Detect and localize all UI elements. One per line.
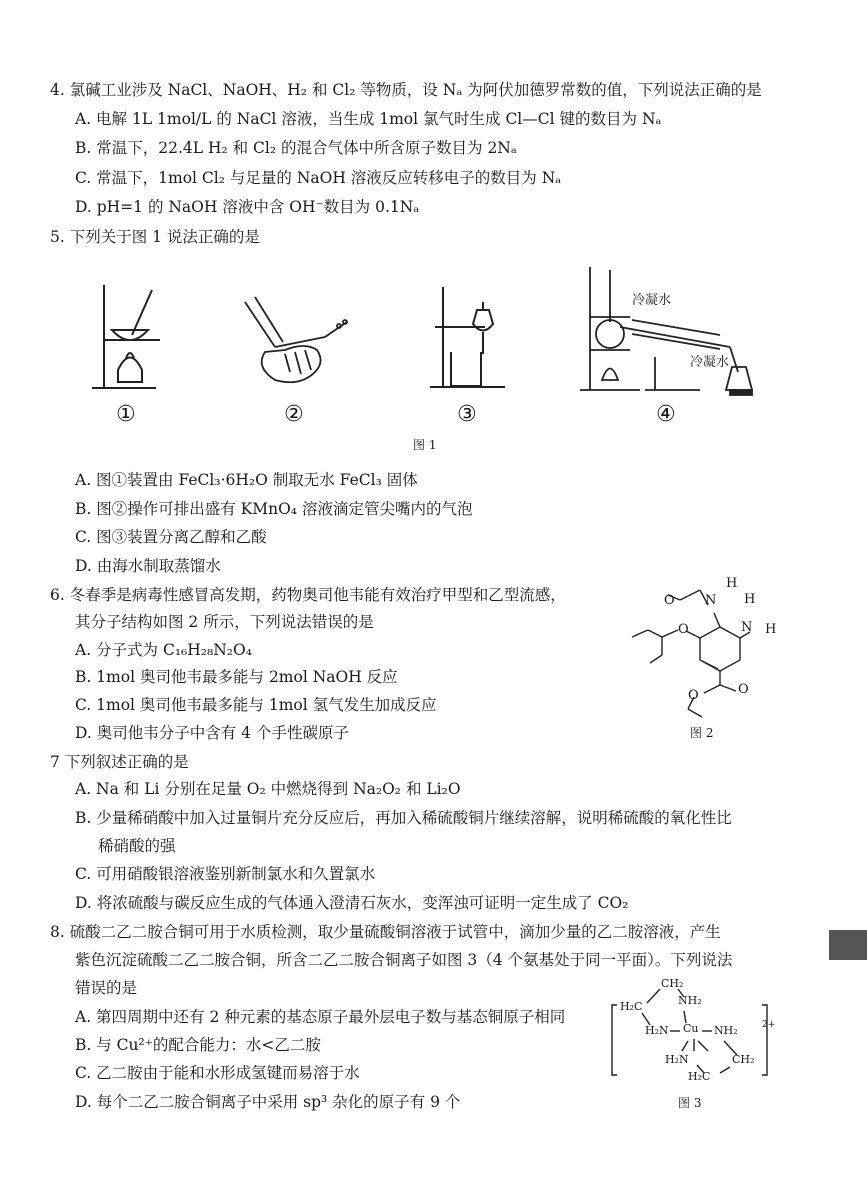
fig2-atom-o4: O [688, 688, 699, 703]
figure1-caption: 图 1 [413, 438, 437, 452]
fig3-atom-h2n-bottom: H₂N [665, 1053, 689, 1066]
condenser-label-top: 冷凝水 [632, 293, 672, 308]
figure2-caption: 图 2 [690, 726, 714, 740]
figure1-apparatus-4 [580, 262, 765, 397]
fig3-atom-cu: Cu [683, 1022, 699, 1035]
q5-option-a: A. 图①装置由 FeCl₃·6H₂O 制取无水 FeCl₃ 固体 [75, 471, 418, 489]
q6-option-a: A. 分子式为 C₁₆H₂₈N₂O₄ [75, 641, 252, 659]
fig2-atom-o3: O [738, 682, 749, 697]
q7-option-d: D. 将浓硫酸与碳反应生成的气体通入澄清石灰水，变浑浊可证明一定生成了 CO₂ [75, 894, 629, 912]
fig3-atom-nh2-tr: NH₂ [678, 994, 702, 1007]
q4-option-d: D. pH=1 的 NaOH 溶液中含 OH⁻数目为 0.1Nₐ [75, 198, 420, 216]
q8-stem-1: 8. 硫酸二乙二胺合铜可用于水质检测，取少量硫酸铜溶液于试管中，滴加少量的乙二胺溶液，产生 [50, 923, 721, 941]
fig3-atom-h2c-left: H₂C [620, 1000, 643, 1013]
figure1-label-4: ④ [656, 402, 676, 427]
fig2-atom-n2: N [741, 620, 753, 635]
figure1-label-1: ① [116, 402, 136, 427]
fig2-atom-h1: H [726, 576, 738, 591]
fig3-atom-nh2-right: NH₂ [714, 1024, 738, 1037]
fig3-atom-ch2-bottom-right: CH₂ [732, 1053, 755, 1066]
figure1-apparatus-1 [90, 280, 170, 395]
q8-stem-2: 紫色沉淀硫酸二乙二胺合铜，所含二乙二胺合铜离子如图 3（4 个氨基处于同一平面）。下列说法 [75, 951, 733, 969]
fig2-atom-o2: O [678, 622, 689, 637]
q8-option-b: B. 与 Cu²⁺的配合能力：水<乙二胺 [75, 1036, 321, 1054]
q5-option-b: B. 图②操作可排出盛有 KMnO₄ 溶液滴定管尖嘴内的气泡 [75, 500, 473, 518]
q8-stem-3: 错误的是 [75, 979, 138, 997]
fig3-charge: 2+ [762, 1020, 776, 1030]
q8-option-d: D. 每个二乙二胺合铜离子中采用 sp³ 杂化的原子有 9 个 [75, 1093, 461, 1111]
q6-option-d: D. 奥司他韦分子中含有 4 个手性碳原子 [75, 724, 349, 742]
fig3-atom-h2n-left: H₂N [645, 1024, 669, 1037]
q5-stem: 5. 下列关于图 1 说法正确的是 [50, 228, 260, 246]
q5-option-d: D. 由海水制取蒸馏水 [75, 557, 221, 575]
fig2-atom-h2: H [744, 592, 756, 607]
figure1-label-3: ③ [457, 402, 477, 427]
fig2-atom-n1: N [705, 593, 717, 608]
fig2-atom-o1: O [664, 593, 675, 608]
q6-option-b: B. 1mol 奥司他韦最多能与 2mol NaOH 反应 [75, 668, 398, 686]
q4-stem: 4. 氯碱工业涉及 NaCl、NaOH、H₂ 和 Cl₂ 等物质，设 Nₐ 为阿伏加德罗常数的值，下列说法正确的是 [50, 81, 762, 99]
condenser-label-bottom: 冷凝水 [690, 355, 730, 370]
q7-option-b-2: 稀硝酸的强 [98, 837, 176, 855]
figure3-caption: 图 3 [678, 1096, 702, 1110]
q6-stem-2: 其分子结构如图 2 所示，下列说法错误的是 [75, 613, 374, 631]
q7-stem: 7 下列叙述正确的是 [50, 753, 189, 771]
q6-option-c: C. 1mol 奥司他韦最多能与 1mol 氢气发生加成反应 [75, 696, 437, 714]
q6-stem-1: 6. 冬春季是病毒性感冒高发期，药物奥司他韦能有效治疗甲型和乙型流感， [50, 586, 566, 604]
q4-option-a: A. 电解 1L 1mol/L 的 NaCl 溶液，当生成 1mol 氯气时生成 Cl—Cl 键的数目为 Nₐ [75, 110, 662, 128]
figure1-apparatus-3 [425, 282, 515, 394]
q7-option-a: A. Na 和 Li 分别在足量 O₂ 中燃烧得到 Na₂O₂ 和 Li₂O [75, 780, 461, 798]
figure1-label-2: ② [284, 402, 304, 427]
fig3-atom-ch2-top: CH₂ [661, 977, 684, 990]
q7-option-c: C. 可用硝酸银溶液鉴别新制氯水和久置氯水 [75, 865, 376, 883]
fig3-atom-h2c-bottom: H₂C [688, 1070, 711, 1083]
q4-option-c: C. 常温下，1mol Cl₂ 与足量的 NaOH 溶液反应转移电子的数目为 Nₐ [75, 169, 562, 187]
page-edge-mark [829, 930, 867, 960]
fig2-atom-h3: H [765, 622, 777, 637]
q5-option-c: C. 图③装置分离乙醇和乙酸 [75, 528, 267, 546]
q7-option-b-1: B. 少量稀硝酸中加入过量铜片充分反应后，再加入稀硫酸铜片继续溶解，说明稀硫酸的氧化性比 [75, 809, 732, 827]
q8-option-a: A. 第四周期中还有 2 种元素的基态原子最外层电子数与基态铜原子相同 [75, 1008, 566, 1026]
q8-option-c: C. 乙二胺由于能和水形成氢键而易溶于水 [75, 1064, 360, 1082]
q4-option-b: B. 常温下，22.4L H₂ 和 Cl₂ 的混合气体中所含原子数目为 2Nₐ [75, 139, 517, 157]
figure1-apparatus-2 [235, 292, 355, 387]
